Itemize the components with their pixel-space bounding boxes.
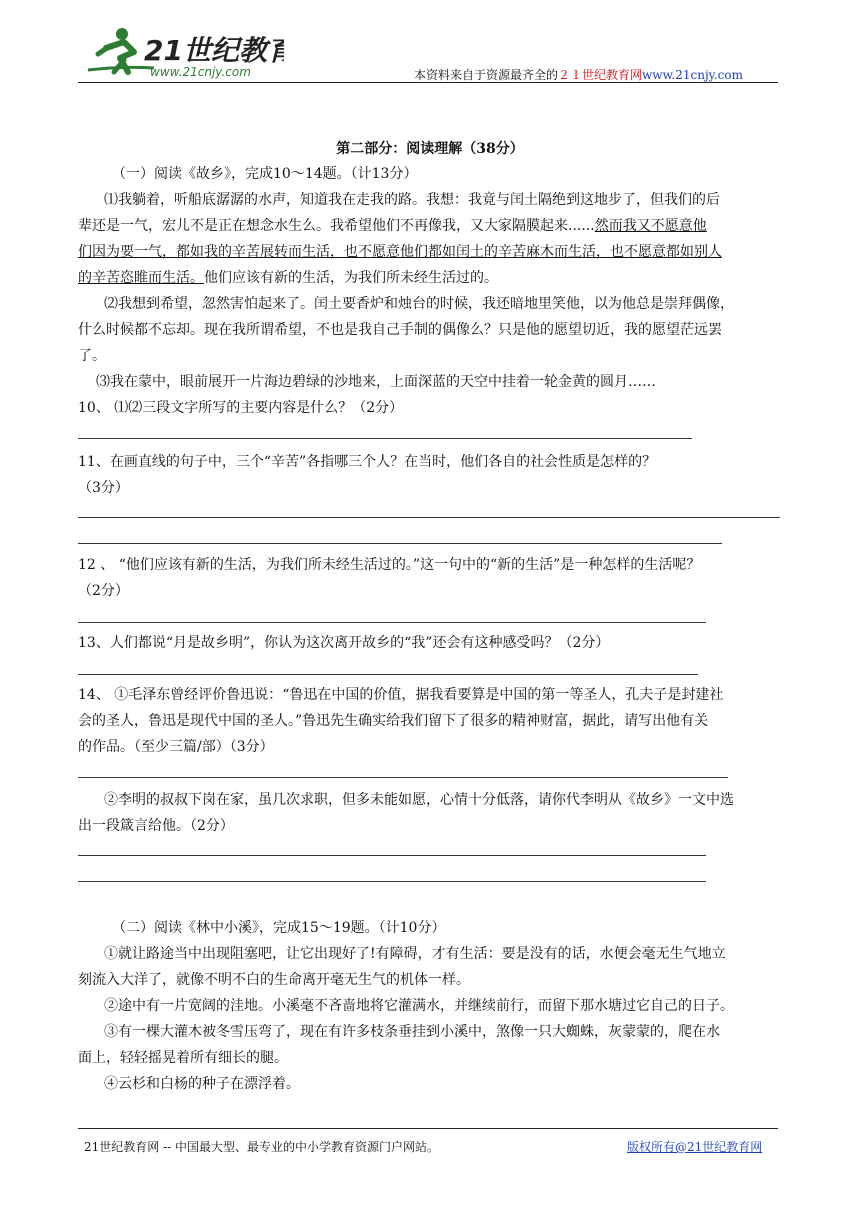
part1-p2-line3: 了。 xyxy=(78,348,106,364)
logo-url: www.21cnjy.com xyxy=(150,65,251,79)
part1-intro: （一）阅读《故乡》，完成10～14题。（计13分） xyxy=(112,166,418,182)
answer-line-q14a[interactable] xyxy=(78,777,728,778)
question-14-line2: 会的圣人，鲁迅是现代中国的圣人。”鲁迅先生确实给我们留下了很多的精神财富，据此，请写出他有关 xyxy=(78,713,709,729)
part2-p2: ②途中有一片宽阔的洼地。小溪毫不吝啬地将它灌满水，并继续前行，而留下那水塘过它自己的日子。 xyxy=(104,998,734,1014)
part1-p1-line2a: 辈还是一气，宏儿不是正在想念水生么。我希望他们不再像我，又大家隔膜起来...... xyxy=(78,218,595,234)
part2-p1-line2: 刻流入大洋了，就像不明不白的生命离开毫无生气的机体一样。 xyxy=(78,972,470,988)
underlined-sentence-3: 的辛苦恣睢而生活。 xyxy=(78,270,204,286)
header-note-prefix: 本资料来自于资源最齐全的 xyxy=(414,68,559,82)
answer-line-q14b-1[interactable] xyxy=(78,855,706,856)
underlined-sentence-1: 然而我又不愿意他 xyxy=(594,218,707,234)
header-divider xyxy=(78,82,778,83)
question-14b-line2: 出一段箴言给他。（2分） xyxy=(78,818,234,834)
part1-p2-line1: ⑵我想到希望，忽然害怕起来了。闰土要香炉和烛台的时候，我还暗地里笑他，以为他总是崇拜偶像， xyxy=(104,296,734,312)
question-11-line1: 11、在画直线的句子中，三个“辛苦”各指哪三个人？在当时，他们各自的社会性质是怎样的？ xyxy=(78,454,657,470)
part1-p1-line4 xyxy=(78,265,782,291)
part1-p1-line4b: 他们应该有新的生活，为我们所未经生活过的。 xyxy=(204,270,498,286)
part2-p1-line1: ①就让路途当中出现阻塞吧，让它出现好了!有障碍，才有生活：要是没有的话，水便会毫无生气地立 xyxy=(104,946,726,962)
answer-line-q14b-2[interactable] xyxy=(78,881,706,882)
question-13: 13、人们都说“月是故乡明”，你认为这次离开故乡的“我”还会有这种感受吗？（2分） xyxy=(78,635,610,651)
logo-text: 21世纪教育 xyxy=(144,34,284,67)
question-14b-line1: ②李明的叔叔下岗在家，虽几次求职，但多未能如愿，心情十分低落，请你代李明从《故乡》一文中选 xyxy=(104,792,734,808)
header-note-link[interactable]: www.21cnjy.com xyxy=(642,68,743,82)
question-14-line3: 的作品。（至少三篇/部）（3分） xyxy=(78,739,274,755)
part1-p3: ⑶我在蒙中，眼前展开一片海边碧绿的沙地来，上面深蓝的天空中挂着一轮金黄的圆月…… xyxy=(96,374,656,390)
answer-line-q10[interactable] xyxy=(78,438,692,439)
runner-logo-icon xyxy=(84,22,284,82)
question-14-line1: 14、 ①毛泽东曾经评价鲁迅说：“鲁迅在中国的价值，据我看要算是中国的第一等圣人，孔夫子是封建社 xyxy=(78,687,724,703)
question-11-line2: （3分） xyxy=(78,480,129,496)
footer-divider xyxy=(78,1128,778,1129)
answer-line-q11b[interactable] xyxy=(78,543,722,544)
answer-line-q11a[interactable] xyxy=(78,517,780,518)
section-title: 第二部分：阅读理解（38分） xyxy=(336,141,524,157)
header-note xyxy=(414,66,743,83)
part1-p2-line2: 什么时候都不忘却。现在我所谓希望，不也是我自己手制的偶像么？只是他的愿望切近，我的愿望茫远罢 xyxy=(78,322,722,338)
part1-p1-line1: ⑴我躺着，听船底潺潺的水声，知道我在走我的路。我想：我竟与闰土隔绝到这地步了，但我们的后 xyxy=(104,192,720,208)
underlined-sentence-2: 们因为要一气，都如我的辛苦展转而生活，也不愿意他们都如闰土的辛苦麻木而生活，也不愿意都如别人 xyxy=(78,244,722,260)
header-note-brand: ２１世纪教育网 xyxy=(558,68,643,82)
copyright-link[interactable]: 版权所有@21世纪教育网 xyxy=(627,1140,763,1154)
part2-p3-line2: 面上，轻轻摇晃着所有细长的腿。 xyxy=(78,1050,288,1066)
question-12-line2: （2分） xyxy=(78,583,129,599)
part2-intro: （二）阅读《林中小溪》，完成15～19题。（计10分） xyxy=(112,920,446,936)
answer-line-q12[interactable] xyxy=(78,622,706,623)
answer-line-q13[interactable] xyxy=(78,674,698,675)
site-logo xyxy=(84,22,284,82)
part2-p3-line1: ③有一棵大灌木被冬雪压弯了，现在有许多枝条垂挂到小溪中，煞像一只大蜘蛛，灰蒙蒙的，爬在水 xyxy=(104,1024,720,1040)
part1-p1-line2 xyxy=(78,213,782,239)
question-12-line1: 12 、 “他们应该有新的生活，为我们所未经生活过的。”这一句中的“新的生活”是一种怎样的生活呢？ xyxy=(78,557,701,573)
part2-p4: ④云杉和白杨的种子在漂浮着。 xyxy=(104,1076,300,1092)
question-10: 10、 ⑴⑵三段文字所写的主要内容是什么？（2分） xyxy=(78,400,404,416)
footer-text: 21世纪教育网 -- 中国最大型、最专业的中小学教育资源门户网站。 xyxy=(84,1140,440,1154)
